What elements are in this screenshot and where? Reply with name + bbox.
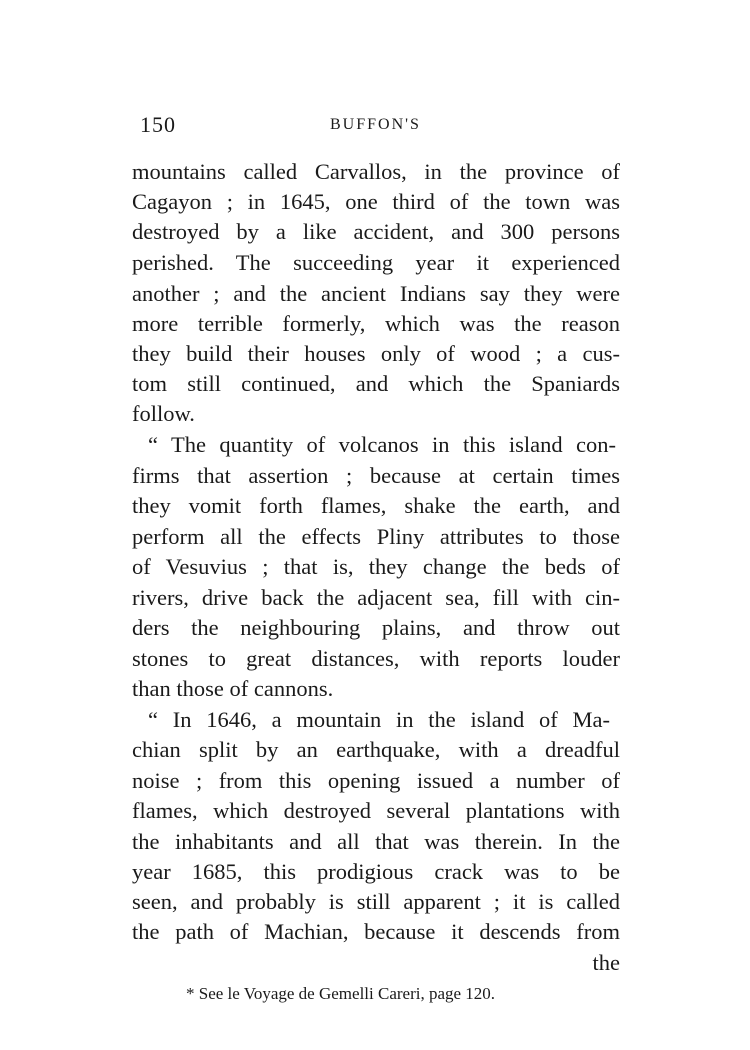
text-line: the path of Machian, because it descends from [132,919,620,944]
text-line: firms that assertion ; because at certain times [132,463,620,488]
text-line: perform all the effects Pliny attributes to those [132,524,620,549]
text-line: they vomit forth flames, shake the earth, and [132,493,620,518]
text-line: flames, which destroyed several plantations with [132,798,620,823]
catchword: the [592,950,620,975]
text-line: they build their houses only of wood ; a cus- [132,341,620,366]
footnote: * See le Voyage de Gemelli Careri, page 120. [186,984,496,1003]
text-line: more terrible formerly, which was the reason [132,311,620,336]
text-line: ders the neighbouring plains, and throw out [132,615,620,640]
text-line: stones to great distances, with reports louder [132,646,620,671]
text-line: than those of cannons. [132,676,334,701]
text-line: perished. The succeeding year it experienced [132,250,620,275]
text-line: mountains called Carvallos, in the province of [132,159,620,184]
running-head: BUFFON'S [330,116,421,133]
text-line: “ The quantity of volcanos in this island con- [148,432,616,457]
text-line: of Vesuvius ; that is, they change the beds of [132,554,620,579]
text-line: the inhabitants and all that was therein. In the [132,829,620,854]
text-line: rivers, drive back the adjacent sea, fill with cin- [132,585,620,610]
text-line: chian split by an earthquake, with a dreadful [132,737,620,762]
text-line: noise ; from this opening issued a number of [132,768,620,793]
text-line: Cagayon ; in 1645, one third of the town was [132,189,620,214]
text-line: tom still continued, and which the Spaniards [132,371,620,396]
text-line: “ In 1646, a mountain in the island of Ma- [148,707,610,732]
page-number: 150 [140,112,176,137]
text-line: year 1685, this prodigious crack was to be [132,859,620,884]
text-line: destroyed by a like accident, and 300 persons [132,219,620,244]
text-line: seen, and probably is still apparent ; it is called [132,889,620,914]
text-line: another ; and the ancient Indians say they were [132,281,620,306]
text-line: follow. [132,401,195,426]
